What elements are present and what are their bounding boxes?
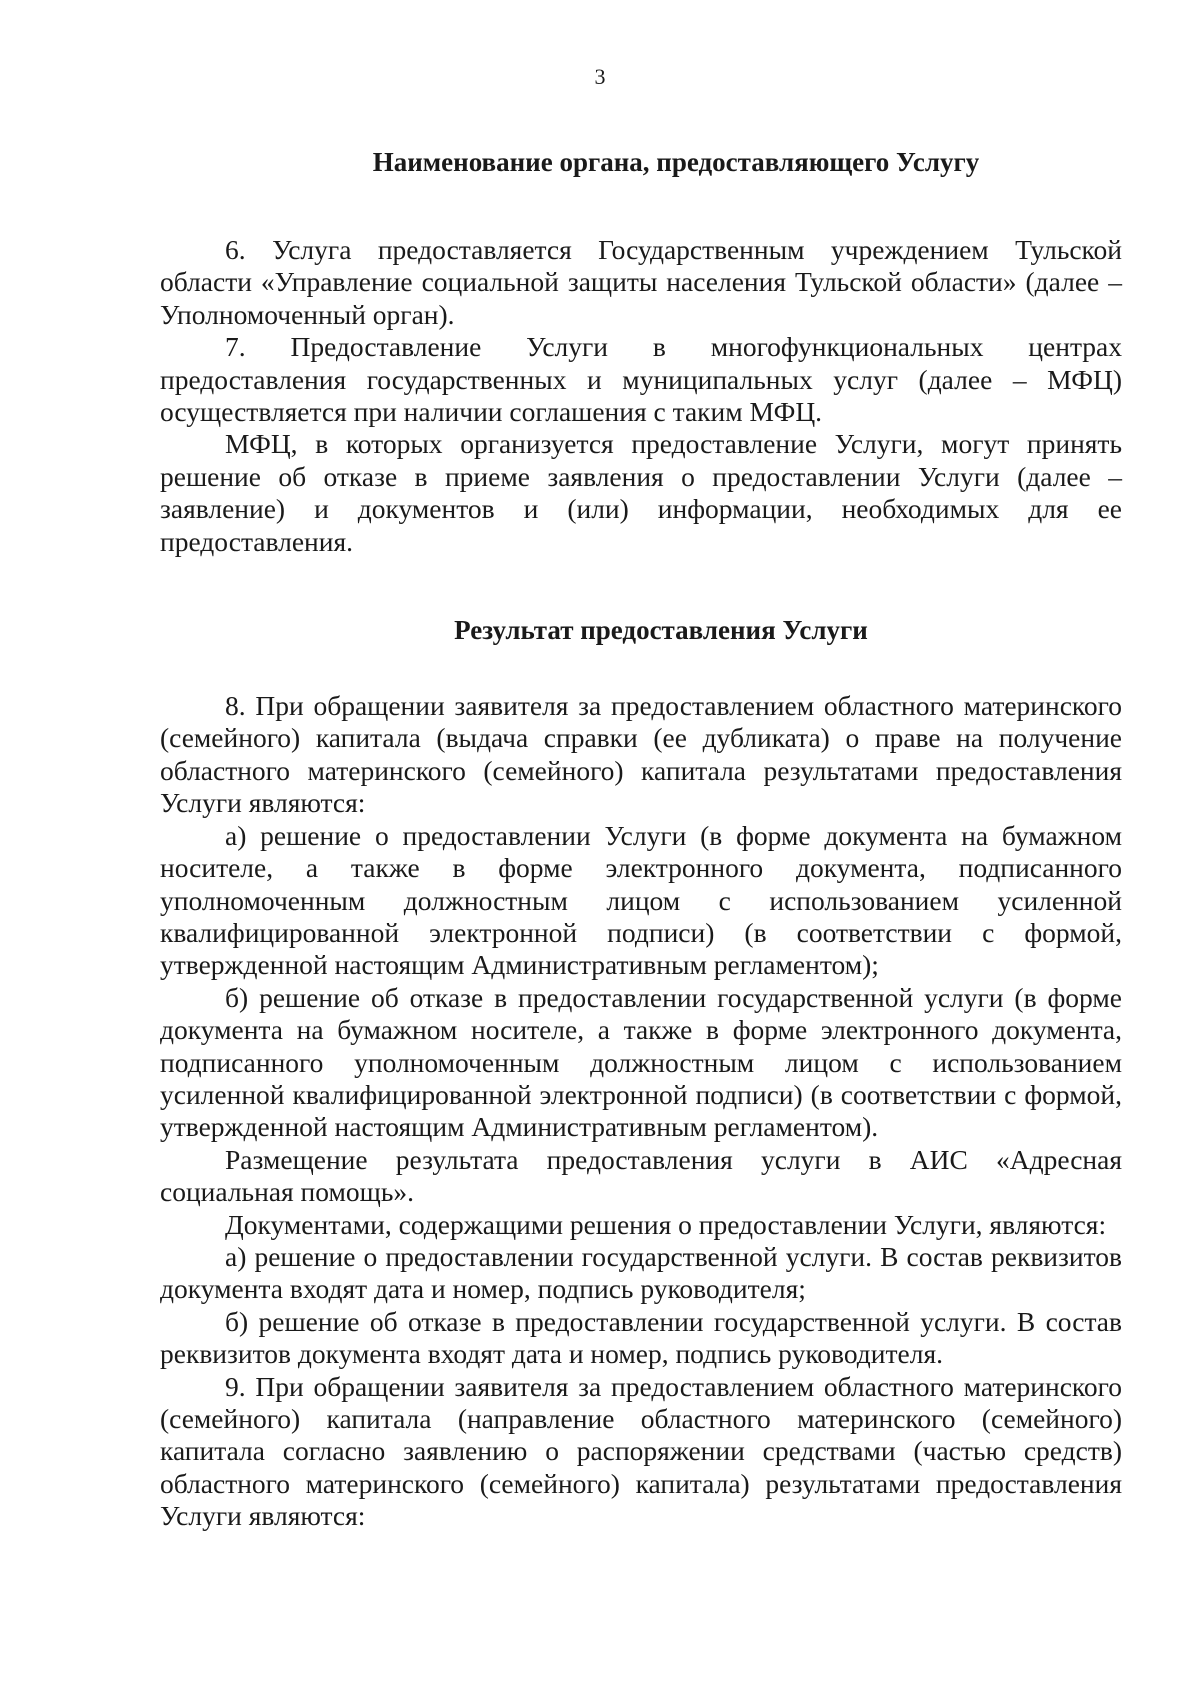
paragraph: 8. При обращении заявителя за предоставлением областного материнского (семейного) капитала (выдача справки (ее дубликата) о праве на получение областного материнского (семейного) капитала результатами предоставления Услуги являются: <box>160 690 1122 819</box>
paragraph: МФЦ, в которых организуется предоставление Услуги, могут принять решение об отказе в приеме заявления о предоставлении Услуги (далее – заявление) и документов и (или) информации, необходимых для ее предоставления. <box>160 428 1122 557</box>
paragraph: 9. При обращении заявителя за предоставлением областного материнского (семейного) капитала (направление областного материнского (семейного) капитала согласно заявлению о распоряжении средствами (частью средств) областного материнского (семейного) капитала) результатами предоставления Услуги являются: <box>160 1370 1122 1532</box>
page-number: 3 <box>594 64 606 89</box>
document-body <box>160 140 1122 1533</box>
paragraph: б) решение об отказе в предоставлении государственной услуги. В состав реквизитов документа входят дата и номер, подпись руководителя. <box>160 1305 1122 1370</box>
paragraph: б) решение об отказе в предоставлении государственной услуги (в форме документа на бумажном носителе, а также в форме электронного документа, подписанного уполномоченным должностным лицом с использованием усиленной квалифицированной электронной подписи) (в соответствии с формой, утвержденной настоящим Административным регламентом). <box>160 981 1122 1143</box>
paragraph: а) решение о предоставлении государственной услуги. В состав реквизитов документа входят дата и номер, подпись руководителя; <box>160 1240 1122 1305</box>
section-heading-authority: Наименование органа, предоставляющего Услугу <box>372 147 980 177</box>
paragraph: Размещение результата предоставления услуги в АИС «Адресная социальная помощь». <box>160 1143 1122 1208</box>
section-heading-result: Результат предоставления Услуги <box>454 615 868 646</box>
paragraph: 6. Услуга предоставляется Государственным учреждением Тульской области «Управление социальной защиты населения Тульской области» (далее – Уполномоченный орган). <box>160 234 1122 330</box>
paragraph: Документами, содержащими решения о предоставлении Услуги, являются: <box>225 1208 1107 1240</box>
paragraph: а) решение о предоставлении Услуги (в форме документа на бумажном носителе, а также в форме электронного документа, подписанного уполномоченным должностным лицом с использованием усиленной квалифицированной электронной подписи) (в соответствии с формой, утвержденной настоящим Административным регламентом); <box>160 819 1122 981</box>
paragraph: 7. Предоставление Услуги в многофункциональных центрах предоставления государственных и муниципальных услуг (далее – МФЦ) осуществляется при наличии соглашения с таким МФЦ. <box>160 331 1122 428</box>
